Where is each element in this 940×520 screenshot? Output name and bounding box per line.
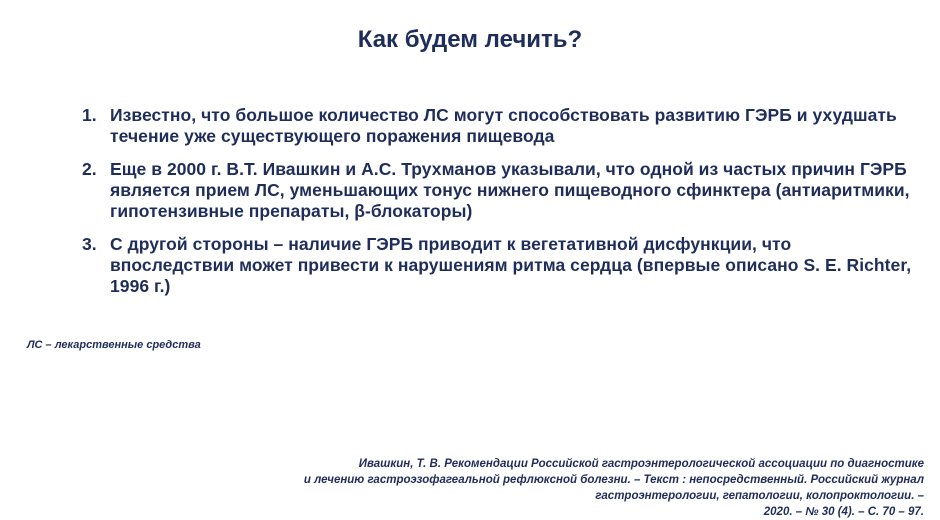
slide-title: Как будем лечить? bbox=[357, 26, 583, 53]
list-item-text: С другой стороны – наличие ГЭРБ приводит к вегетативной дисфункции, что впоследствии может привести к нарушениям ритма сердца (впервые описано S. E. Richter, 1996 г.) bbox=[110, 234, 912, 296]
list-item-text: Известно, что большое количество ЛС могут способствовать развитию ГЭРБ и ухудшать течение уже существующего поражения пищевода bbox=[110, 105, 897, 146]
list-item-number: 3. bbox=[82, 234, 97, 254]
list-item-text: Еще в 2000 г. В.Т. Ивашкин и А.С. Трухманов указывали, что одной из частых причин ГЭРБ является прием ЛС, уменьшающих тонус нижнего пищеводного сфинктера (антиаритмики, гипотензивные препараты, β-блокаторы) bbox=[110, 159, 910, 221]
list-item-number: 2. bbox=[82, 159, 97, 179]
citation-line: 2020. – № 30 (4). – С. 70 – 97. bbox=[763, 506, 924, 518]
list-item bbox=[76, 234, 916, 297]
citation-line: и лечению гастроэзофагеальной рефлюксной болезни. – Текст : непосредственный. Российский журнал bbox=[303, 474, 924, 486]
citation bbox=[204, 456, 924, 520]
numbered-list bbox=[76, 105, 916, 309]
list-item-number: 1. bbox=[82, 105, 97, 125]
citation-line: Ивашкин, Т. В. Рекомендации Российской гастроэнтерологической ассоциации по диагностике bbox=[358, 458, 924, 470]
citation-line: гастроэнтерологии, гепатологии, колопроктологии. – bbox=[595, 490, 924, 502]
abbreviation-note: ЛС – лекарственные средства bbox=[27, 339, 201, 351]
list-item bbox=[76, 105, 916, 147]
list-item bbox=[76, 159, 916, 222]
